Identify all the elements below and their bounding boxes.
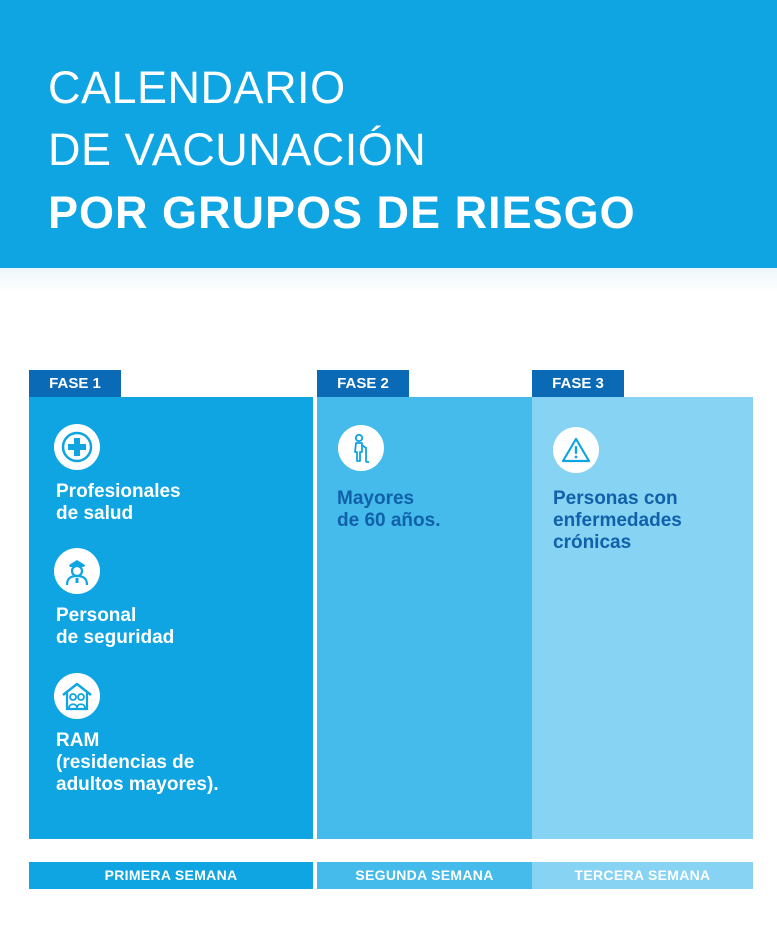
group-health-professionals: Profesionales de salud <box>56 481 181 524</box>
phase-1-tab: FASE 1 <box>29 370 121 397</box>
week-label-2: SEGUNDA SEMANA <box>317 862 532 889</box>
title-line-3: POR GRUPOS DE RIESGO <box>48 187 636 238</box>
security-guard-icon <box>54 548 100 594</box>
header-shadow <box>0 268 777 292</box>
title-line-2: DE VACUNACIÓN <box>48 124 427 175</box>
group-over-60: Mayores de 60 años. <box>337 488 441 531</box>
week-label-1: PRIMERA SEMANA <box>29 862 313 889</box>
elderly-person-icon <box>338 425 384 471</box>
elderly-home-icon <box>54 673 100 719</box>
group-security-personnel: Personal de seguridad <box>56 605 175 648</box>
phase-3-tab: FASE 3 <box>532 370 624 397</box>
medical-cross-icon <box>54 424 100 470</box>
group-elderly-residences: RAM (residencias de adultos mayores). <box>56 730 219 795</box>
week-label-3: TERCERA SEMANA <box>532 862 753 889</box>
header-banner <box>0 0 777 268</box>
phase-2-tab: FASE 2 <box>317 370 409 397</box>
group-chronic-diseases: Personas con enfermedades crónicas <box>553 488 682 553</box>
title-line-1: CALENDARIO <box>48 62 346 113</box>
warning-icon <box>553 427 599 473</box>
